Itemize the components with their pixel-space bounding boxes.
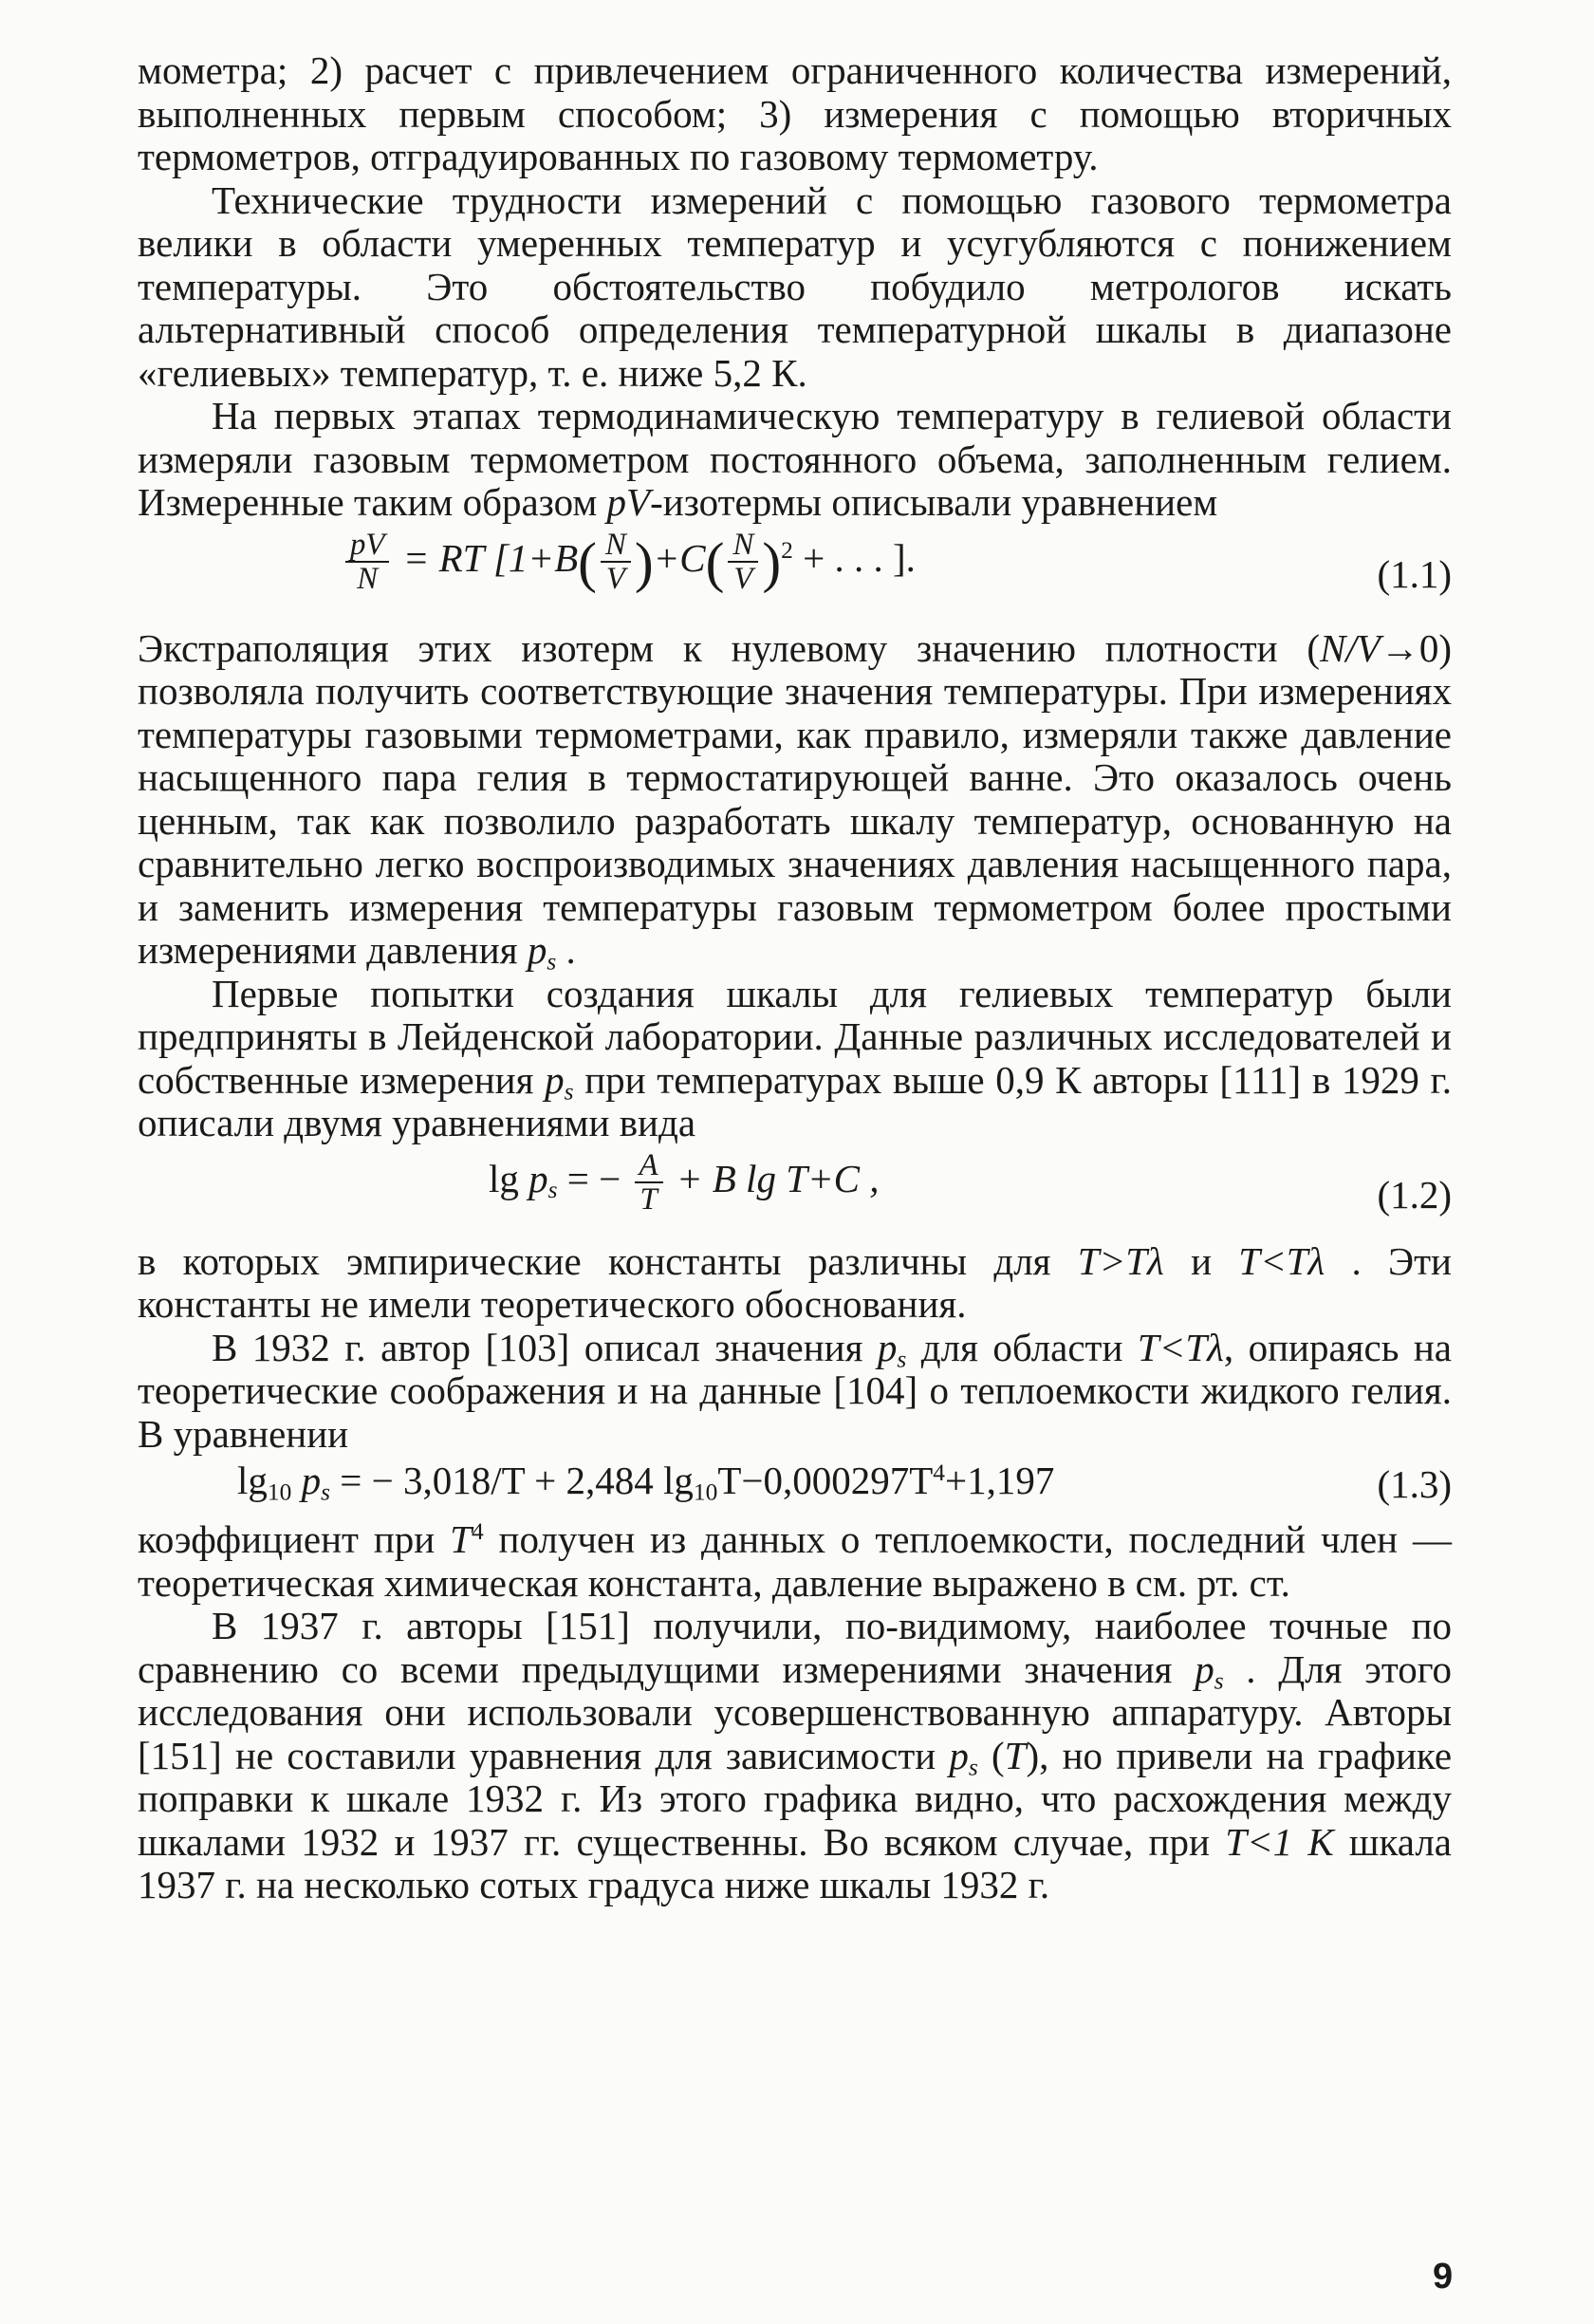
- fraction: $\frac{A}{T}$: [635, 1149, 663, 1217]
- equation-1-2: $\lg p_s$ = − $\frac{A}{T}$ + B lg T+C , (1.2): [489, 1147, 1452, 1217]
- paragraph-1: мометра; 2) расчет с привлечением ограниченного количества измерений, выполненных первым способом; 3) измерения с помощью вторичных термометров, отградуированных по газовому термометру.: [138, 48, 1452, 178]
- equation-number: (1.3): [1377, 1462, 1452, 1506]
- fraction: $\frac{N}{V}$: [601, 529, 631, 596]
- page-number: 9: [1433, 2257, 1454, 2296]
- paragraph-7: В 1932 г. автор [103] описал значения $p_s$ для области T<Tλ, опираясь на теоретические соображения и на данные [104] о теплоемкости жидкого гелия. В уравнении: [138, 1325, 1452, 1456]
- equation-number: (1.1): [1377, 551, 1452, 596]
- equation-number: (1.2): [1377, 1172, 1452, 1217]
- paragraph-8: коэффициент при $T^4$ получен из данных о теплоемкости, последний член — теоретическая химическая константа, давление выражено в см. рт. ст.: [138, 1517, 1452, 1605]
- paragraph-3: На первых этапах термодинамическую температуру в гелиевой области измеряли газовым термометром постоянного объема, заполненным гелием. Измеренные таким образом pV-изотермы описывали уравнением: [138, 394, 1452, 524]
- fraction: $\frac{N}{V}$: [728, 529, 758, 596]
- paragraph-4: Экстраполяция этих изотерм к нулевому значению плотности (N/V→0) позволяла получить соответствующие значения температуры. При измерениях температуры газовыми термометрами, как правило, измеряли также давление насыщенного пара гелия в термостатирующей ванне. Это оказалось очень ценным, так как позволило разработать шкалу температур, основанную на сравнительно легко воспроизводимых значениях давления насыщенного пара, и заменить измерения температуры газовым термометром более простыми измерениями давления $p_s$ .: [138, 625, 1452, 976]
- body-text: [138, 49, 1452, 1907]
- equation-1-3: $\lg_{10} p_s$ = − 3,018/T + 2,484 $\lg_{10}T-0,000297T^4+1,197$ (1.3): [237, 1459, 1452, 1506]
- fraction: $\frac{pV}{N}$: [345, 529, 389, 596]
- equation-1-1: $\frac{pV}{N}$ = RT [1+B( $\frac{N}{V}$ )+C( $\frac{N}{V}$ )$^2$ + . . . ]. (1.1): [138, 529, 1452, 623]
- paragraph-2: Технические трудности измерений с помощью газового термометра велики в области умеренных температур и усугубляются с понижением температуры. Это обстоятельство побудило метрологов искать альтернативный способ определения температурной шкалы в диапазоне «гелиевых» температур, т. е. ниже 5,2 К.: [138, 177, 1452, 395]
- paragraph-5: Первые попытки создания шкалы для гелиевых температур были предприняты в Лейденской лаборатории. Данные различных исследователей и собственные измерения $p_s$ при температурах выше 0,9 К авторы [111] в 1929 г. описали двумя уравнениями вида: [138, 971, 1452, 1144]
- paragraph-6: в которых эмпирические константы различны для T>Tλ и T<Tλ . Эти константы не имели теоретического обоснования.: [138, 1238, 1452, 1326]
- paragraph-9: В 1937 г. авторы [151] получили, по-видимому, наиболее точные по сравнению со всеми предыдущими измерениями значения $p_s$ . Для этого исследования они использовали усовершенствованную аппаратуру. Авторы [151] не составили уравнения для зависимости $p_s$ (T), но привели на графике поправки к шкале 1932 г. Из этого графика видно, что расхождения между шкалами 1932 и 1937 гг. существенны. Во всяком случае, при T<1 К шкала 1937 г. на несколько сотых градуса ниже шкалы 1932 г.: [138, 1604, 1453, 1906]
